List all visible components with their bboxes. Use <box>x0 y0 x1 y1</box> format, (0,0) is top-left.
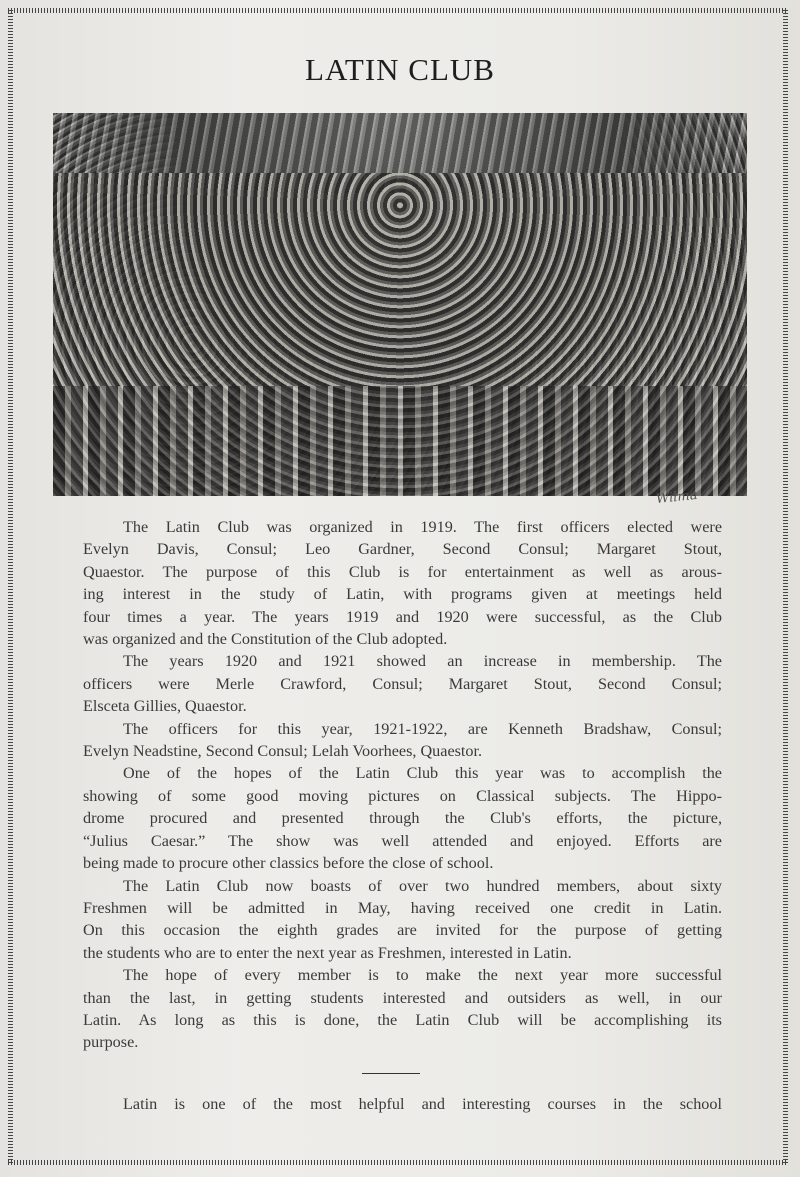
paragraph-line: Latin. As long as this is done, the Latin Club will be accomplishing its <box>83 1010 722 1029</box>
decorative-border-left <box>8 8 13 1163</box>
paragraph-line: On this occasion the eighth grades are invited for the purpose of getting <box>83 921 722 940</box>
paragraph-line: officers were Merle Crawford, Consul; Margaret Stout, Second Consul; <box>83 674 722 693</box>
photo-front-row <box>53 386 747 496</box>
paragraph-line: The Latin Club was organized in 1919. The first officers elected were <box>123 518 722 536</box>
group-photo <box>53 113 747 496</box>
decorative-border-right <box>783 8 788 1163</box>
paragraph-line: Quaestor. The purpose of this Club is for entertainment as well as arous- <box>83 562 722 581</box>
paragraph-line: Freshmen will be admitted in May, having received one credit in Latin. <box>83 898 722 917</box>
paragraph-line: showing of some good moving pictures on Classical subjects. The Hippo- <box>83 786 722 805</box>
paragraph-line: “Julius Caesar.” The show was well attended and enjoyed. Efforts are <box>83 831 722 850</box>
paragraph-line: four times a year. The years 1919 and 1920 were successful, as the Club <box>83 607 722 626</box>
body-text <box>83 516 722 1054</box>
paragraph-line: Evelyn Davis, Consul; Leo Gardner, Second Consul; Margaret Stout, <box>83 540 722 559</box>
page-title: LATIN CLUB <box>305 52 495 87</box>
paragraph-line: Elsceta Gillies, Quaestor. <box>83 697 247 716</box>
paragraph-line: ing interest in the study of Latin, with programs given at meetings held <box>83 585 722 604</box>
paragraph-line: drome procured and presented through the Club's efforts, the picture, <box>83 809 722 828</box>
paragraph-line: The years 1920 and 1921 showed an increase in membership. The <box>123 652 722 671</box>
paragraph-line: One of the hopes of the Latin Club this year was to accomplish the <box>123 764 722 783</box>
paragraph-line: The officers for this year, 1921-1922, are Kenneth Bradshaw, Consul; <box>123 719 722 738</box>
paragraph-line: than the last, in getting students interested and outsiders as well, in our <box>83 988 722 1007</box>
paragraph-line: the students who are to enter the next year as Freshmen, interested in Latin. <box>83 943 572 962</box>
paragraph-line: The Latin Club now boasts of over two hundred members, about sixty <box>123 876 722 895</box>
section-divider <box>362 1073 420 1074</box>
decorative-border-bottom <box>8 1160 786 1165</box>
paragraph-line: was organized and the Constitution of the Club adopted. <box>83 630 448 649</box>
paragraph-line: Evelyn Neadstine, Second Consul; Lelah Voorhees, Quaestor. <box>83 742 483 761</box>
paragraph-line: The hope of every member is to make the next year more successful <box>123 966 722 985</box>
handwritten-signature: Wilma <box>655 487 699 508</box>
closing-line: Latin is one of the most helpful and interesting courses in the school <box>123 1095 722 1113</box>
paragraph-line: being made to procure other classics before the close of school. <box>83 854 494 873</box>
paragraph-line: purpose. <box>83 1033 139 1052</box>
decorative-border-top <box>8 8 786 13</box>
